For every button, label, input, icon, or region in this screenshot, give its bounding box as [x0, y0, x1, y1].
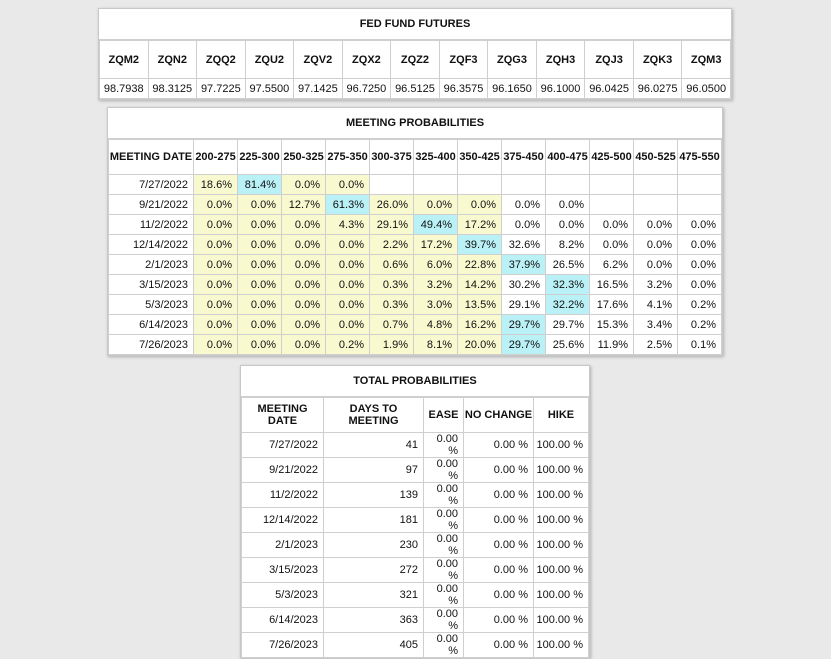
total-value-cell: 272 [324, 558, 424, 583]
total-value-cell: 0.00 % [464, 433, 534, 458]
total-date-cell: 7/26/2023 [242, 633, 324, 658]
probability-cell: 0.0% [194, 295, 238, 315]
rate-range-header: 350-425 [458, 140, 502, 175]
futures-price-cell: 97.5500 [245, 79, 294, 99]
probability-cell: 0.0% [634, 255, 678, 275]
total-value-cell: 0.00 % [464, 483, 534, 508]
probability-cell: 0.0% [238, 255, 282, 275]
probability-cell: 32.2% [546, 295, 590, 315]
futures-price-cell: 98.3125 [148, 79, 197, 99]
probability-cell: 61.3% [326, 195, 370, 215]
futures-price-cell: 97.7225 [197, 79, 246, 99]
meeting-probabilities-table [108, 139, 722, 355]
futures-contract-header: ZQN2 [148, 41, 197, 79]
total-date-cell: 9/21/2022 [242, 458, 324, 483]
total-value-cell: 405 [324, 633, 424, 658]
fed-fund-futures-table [99, 40, 731, 99]
probability-cell: 3.0% [414, 295, 458, 315]
probability-cell: 37.9% [502, 255, 546, 275]
total-value-cell: 0.00 % [464, 608, 534, 633]
total-value-cell: 100.00 % [534, 483, 589, 508]
probability-cell: 12.7% [282, 195, 326, 215]
probability-cell [370, 175, 414, 195]
probability-cell: 17.6% [590, 295, 634, 315]
probability-cell: 0.0% [326, 315, 370, 335]
total-row [242, 508, 589, 533]
meeting-date-cell: 7/26/2023 [109, 335, 194, 355]
meeting-date-cell: 9/21/2022 [109, 195, 194, 215]
total-value-cell: 0.00 % [464, 633, 534, 658]
probability-cell: 29.1% [370, 215, 414, 235]
probability-cell: 20.0% [458, 335, 502, 355]
meeting-date-cell: 12/14/2022 [109, 235, 194, 255]
probability-cell: 29.7% [502, 335, 546, 355]
total-row [242, 483, 589, 508]
probability-cell: 0.0% [502, 215, 546, 235]
total-value-cell: 0.00 % [424, 633, 464, 658]
total-value-cell: 0.00 % [464, 508, 534, 533]
total-date-cell: 5/3/2023 [242, 583, 324, 608]
total-probabilities-panel [240, 365, 590, 659]
probability-cell: 29.7% [502, 315, 546, 335]
probability-cell: 32.6% [502, 235, 546, 255]
total-date-cell: 11/2/2022 [242, 483, 324, 508]
probability-cell: 0.0% [546, 215, 590, 235]
probability-cell: 6.2% [590, 255, 634, 275]
probability-cell: 0.0% [238, 195, 282, 215]
meeting-date-cell: 3/15/2023 [109, 275, 194, 295]
probability-cell: 2.5% [634, 335, 678, 355]
probability-cell [678, 175, 722, 195]
futures-price-cell: 96.3575 [439, 79, 488, 99]
meeting-row [109, 335, 722, 355]
meeting-row [109, 295, 722, 315]
futures-contract-header: ZQF3 [439, 41, 488, 79]
probability-cell: 8.1% [414, 335, 458, 355]
probability-cell: 0.0% [326, 255, 370, 275]
futures-price-cell: 96.1000 [536, 79, 585, 99]
rate-range-header: 200-275 [194, 140, 238, 175]
total-value-cell: 0.00 % [424, 533, 464, 558]
probability-cell [590, 175, 634, 195]
probability-cell: 14.2% [458, 275, 502, 295]
rate-range-header: 250-325 [282, 140, 326, 175]
total-value-cell: 363 [324, 608, 424, 633]
total-header-cell: HIKE [534, 398, 589, 433]
total-value-cell: 0.00 % [464, 583, 534, 608]
futures-price-cell: 96.7250 [342, 79, 391, 99]
probability-cell: 13.5% [458, 295, 502, 315]
probability-cell: 15.3% [590, 315, 634, 335]
total-value-cell: 139 [324, 483, 424, 508]
probability-cell: 0.0% [326, 275, 370, 295]
probability-cell: 0.2% [326, 335, 370, 355]
probability-cell: 1.9% [370, 335, 414, 355]
total-header-cell: MEETING DATE [242, 398, 324, 433]
rate-range-header: 475-550 [678, 140, 722, 175]
probability-cell: 0.0% [282, 295, 326, 315]
total-value-cell: 181 [324, 508, 424, 533]
probability-cell: 4.3% [326, 215, 370, 235]
probability-cell: 16.5% [590, 275, 634, 295]
probability-cell: 0.0% [634, 235, 678, 255]
probability-cell: 0.0% [590, 235, 634, 255]
probability-cell: 0.3% [370, 295, 414, 315]
rate-range-header: 400-475 [546, 140, 590, 175]
total-value-cell: 0.00 % [424, 558, 464, 583]
probability-cell: 0.0% [194, 215, 238, 235]
futures-contract-header: ZQX2 [342, 41, 391, 79]
meeting-date-cell: 11/2/2022 [109, 215, 194, 235]
probability-cell: 2.2% [370, 235, 414, 255]
total-probabilities-title: TOTAL PROBABILITIES [241, 366, 589, 397]
total-value-cell: 0.00 % [424, 483, 464, 508]
probability-cell: 25.6% [546, 335, 590, 355]
meeting-date-cell: 6/14/2023 [109, 315, 194, 335]
futures-price-cell: 96.1650 [488, 79, 537, 99]
probability-cell: 0.0% [194, 275, 238, 295]
total-value-cell: 100.00 % [534, 533, 589, 558]
total-value-cell: 100.00 % [534, 508, 589, 533]
probability-cell: 49.4% [414, 215, 458, 235]
total-value-cell: 0.00 % [464, 558, 534, 583]
probability-cell: 0.0% [282, 175, 326, 195]
probability-cell [634, 195, 678, 215]
total-row [242, 533, 589, 558]
probability-cell: 0.0% [238, 215, 282, 235]
probability-cell: 0.0% [502, 195, 546, 215]
probability-cell [458, 175, 502, 195]
probability-cell: 0.7% [370, 315, 414, 335]
probability-cell: 0.0% [282, 275, 326, 295]
probability-cell: 3.4% [634, 315, 678, 335]
meeting-row [109, 175, 722, 195]
probability-cell: 0.0% [546, 195, 590, 215]
probability-cell: 0.0% [194, 235, 238, 255]
total-date-cell: 7/27/2022 [242, 433, 324, 458]
futures-contract-header: ZQV2 [294, 41, 343, 79]
probability-cell: 0.0% [282, 235, 326, 255]
total-value-cell: 100.00 % [534, 458, 589, 483]
probability-cell: 26.5% [546, 255, 590, 275]
probability-cell: 0.0% [634, 215, 678, 235]
total-value-cell: 0.00 % [424, 508, 464, 533]
total-value-cell: 0.00 % [424, 458, 464, 483]
probability-cell: 39.7% [458, 235, 502, 255]
total-date-cell: 12/14/2022 [242, 508, 324, 533]
probability-cell [678, 195, 722, 215]
probability-cell [546, 175, 590, 195]
total-value-cell: 97 [324, 458, 424, 483]
probability-cell: 18.6% [194, 175, 238, 195]
probability-cell: 0.0% [194, 255, 238, 275]
probability-cell [502, 175, 546, 195]
futures-contract-header: ZQJ3 [585, 41, 634, 79]
total-value-cell: 100.00 % [534, 633, 589, 658]
total-value-cell: 41 [324, 433, 424, 458]
futures-contract-header: ZQH3 [536, 41, 585, 79]
probability-cell: 0.0% [414, 195, 458, 215]
probability-cell: 22.8% [458, 255, 502, 275]
probability-cell: 17.2% [414, 235, 458, 255]
total-row [242, 458, 589, 483]
probability-cell: 0.0% [238, 275, 282, 295]
probability-cell: 0.0% [194, 195, 238, 215]
probability-cell: 0.2% [678, 295, 722, 315]
total-row [242, 633, 589, 658]
total-header-cell: DAYS TO MEETING [324, 398, 424, 433]
probability-cell: 0.1% [678, 335, 722, 355]
meeting-probabilities-title: MEETING PROBABILITIES [108, 108, 722, 139]
total-header-cell: NO CHANGE [464, 398, 534, 433]
probability-cell: 4.1% [634, 295, 678, 315]
total-value-cell: 100.00 % [534, 433, 589, 458]
meeting-date-cell: 7/27/2022 [109, 175, 194, 195]
futures-contract-header: ZQG3 [488, 41, 537, 79]
total-probabilities-table [241, 397, 589, 658]
futures-price-cell: 98.7938 [100, 79, 149, 99]
probability-cell: 17.2% [458, 215, 502, 235]
total-value-cell: 0.00 % [424, 583, 464, 608]
probability-cell: 0.0% [326, 175, 370, 195]
probability-cell: 0.0% [282, 255, 326, 275]
futures-contract-header: ZQU2 [245, 41, 294, 79]
meeting-row [109, 275, 722, 295]
total-date-cell: 6/14/2023 [242, 608, 324, 633]
probability-cell: 0.0% [282, 335, 326, 355]
probability-cell: 81.4% [238, 175, 282, 195]
total-value-cell: 0.00 % [464, 533, 534, 558]
futures-header-row [100, 41, 731, 79]
futures-contract-header: ZQQ2 [197, 41, 246, 79]
rate-range-header: 325-400 [414, 140, 458, 175]
futures-contract-header: ZQZ2 [391, 41, 440, 79]
probability-cell: 0.0% [678, 255, 722, 275]
futures-price-cell: 96.0500 [682, 79, 731, 99]
total-header-row [242, 398, 589, 433]
rate-range-header: 375-450 [502, 140, 546, 175]
probability-cell [590, 195, 634, 215]
meeting-header-row [109, 140, 722, 175]
total-row [242, 558, 589, 583]
probability-cell: 29.1% [502, 295, 546, 315]
probability-cell: 30.2% [502, 275, 546, 295]
probability-cell: 3.2% [634, 275, 678, 295]
total-date-cell: 2/1/2023 [242, 533, 324, 558]
probability-cell: 32.3% [546, 275, 590, 295]
rate-range-header: 300-375 [370, 140, 414, 175]
total-value-cell: 321 [324, 583, 424, 608]
meeting-date-cell: 5/3/2023 [109, 295, 194, 315]
probability-cell: 0.0% [282, 315, 326, 335]
probability-cell: 8.2% [546, 235, 590, 255]
futures-price-cell: 96.5125 [391, 79, 440, 99]
probability-cell: 0.0% [238, 235, 282, 255]
total-row [242, 433, 589, 458]
futures-contract-header: ZQM2 [100, 41, 149, 79]
probability-cell: 0.0% [326, 295, 370, 315]
probability-cell: 0.0% [678, 235, 722, 255]
meeting-date-header: MEETING DATE [109, 140, 194, 175]
probability-cell: 29.7% [546, 315, 590, 335]
total-value-cell: 0.00 % [424, 433, 464, 458]
total-value-cell: 0.00 % [424, 608, 464, 633]
futures-price-cell: 96.0425 [585, 79, 634, 99]
probability-cell: 0.0% [194, 335, 238, 355]
total-row [242, 608, 589, 633]
probability-cell: 0.0% [326, 235, 370, 255]
meeting-row [109, 195, 722, 215]
probability-cell: 0.2% [678, 315, 722, 335]
probability-cell: 0.0% [282, 215, 326, 235]
rate-range-header: 450-525 [634, 140, 678, 175]
futures-price-cell: 97.1425 [294, 79, 343, 99]
probability-cell: 0.6% [370, 255, 414, 275]
total-value-cell: 100.00 % [534, 558, 589, 583]
probability-cell: 26.0% [370, 195, 414, 215]
futures-values-row [100, 79, 731, 99]
probability-cell [414, 175, 458, 195]
total-row [242, 583, 589, 608]
probability-cell: 0.0% [590, 215, 634, 235]
probability-cell: 0.0% [678, 275, 722, 295]
total-value-cell: 100.00 % [534, 583, 589, 608]
meeting-row [109, 255, 722, 275]
probability-cell: 0.0% [458, 195, 502, 215]
fed-fund-futures-title: FED FUND FUTURES [99, 9, 731, 40]
probability-cell: 0.3% [370, 275, 414, 295]
probability-cell: 0.0% [194, 315, 238, 335]
rate-range-header: 275-350 [326, 140, 370, 175]
total-value-cell: 0.00 % [464, 458, 534, 483]
meeting-row [109, 315, 722, 335]
meeting-row [109, 215, 722, 235]
fed-fund-futures-panel [98, 8, 732, 100]
meeting-probabilities-panel [107, 107, 723, 356]
meeting-row [109, 235, 722, 255]
probability-cell: 0.0% [238, 335, 282, 355]
probability-cell [634, 175, 678, 195]
futures-contract-header: ZQK3 [633, 41, 682, 79]
rate-range-header: 225-300 [238, 140, 282, 175]
probability-cell: 0.0% [238, 295, 282, 315]
total-header-cell: EASE [424, 398, 464, 433]
total-value-cell: 230 [324, 533, 424, 558]
total-value-cell: 100.00 % [534, 608, 589, 633]
probability-cell: 0.0% [238, 315, 282, 335]
rate-range-header: 425-500 [590, 140, 634, 175]
probability-cell: 16.2% [458, 315, 502, 335]
probability-cell: 4.8% [414, 315, 458, 335]
total-date-cell: 3/15/2023 [242, 558, 324, 583]
probability-cell: 0.0% [678, 215, 722, 235]
meeting-date-cell: 2/1/2023 [109, 255, 194, 275]
futures-contract-header: ZQM3 [682, 41, 731, 79]
probability-cell: 3.2% [414, 275, 458, 295]
probability-cell: 11.9% [590, 335, 634, 355]
futures-price-cell: 96.0275 [633, 79, 682, 99]
probability-cell: 6.0% [414, 255, 458, 275]
